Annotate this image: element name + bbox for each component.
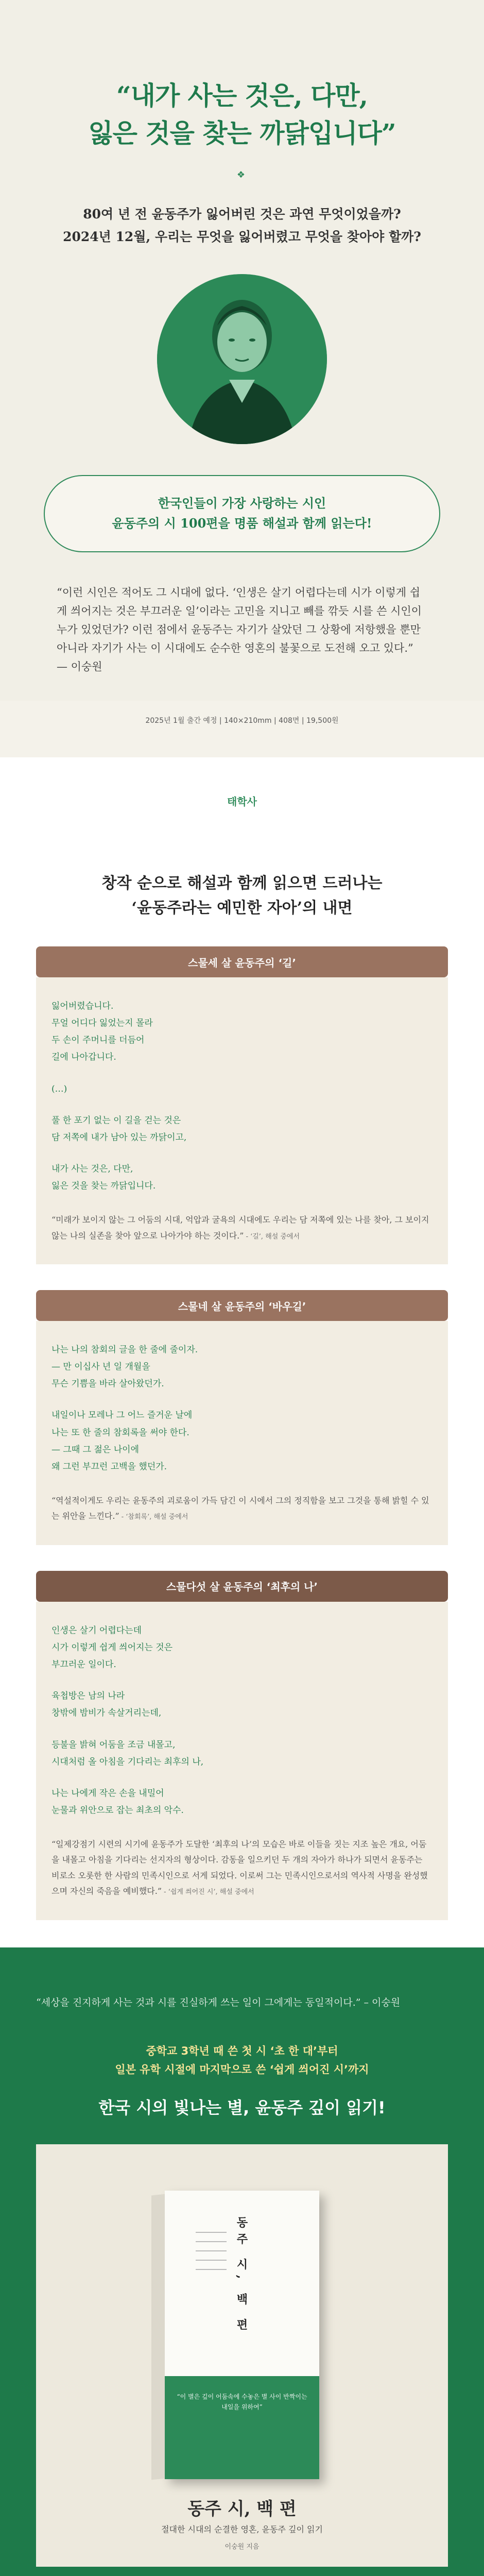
book-band: “이 별은 깊이 어둠속에 수놓은 별 사이 반짝이는 내일을 위하여” xyxy=(165,2376,319,2479)
hero-question-line2: 2024년 12월, 우리는 무엇을 잃어버렸고 무엇을 찾아야 할까? xyxy=(63,229,421,244)
book-display xyxy=(36,2144,448,2567)
hero-question-line1: 80여 년 전 윤동주가 잃어버린 것은 과연 무엇이었을까? xyxy=(83,207,401,222)
commentary xyxy=(51,1837,433,1900)
commentary-text: “일제강점기 시련의 시기에 윤동주가 도달한 ‘최후의 나’의 모습은 바로 이들을 짓는 지조 높은 개요, 어둠을 내몰고 아침을 기다리는 선지자의 형상이다. 감동을 일으키던 두 개의 자아가 하나가 되면서 윤동주는 비로소 오롯한 한 사람의 민족시인으로 서게 되었다. 이로써 그는 민족시인으로서의 역사적 사명을 완성했으며 자신의 죽음을 예비했다.” xyxy=(51,1839,428,1896)
poem-stanza: 내일이나 모레나 그 어느 즐거운 날에 나는 또 한 줄의 참회록을 써야 한다. — 그때 그 젊은 나이에 왜 그런 부끄런 고백을 했던가. xyxy=(51,1410,193,1472)
commentary-source: - ‘길’, 해설 중에서 xyxy=(244,1232,300,1241)
hero-title-line2: 잃은 것을 찾는 까닭입니다” xyxy=(88,117,396,148)
book-cover-title: 동주 시, 백 편 xyxy=(235,2216,248,2335)
poems-section xyxy=(0,799,484,1951)
book-title: 동주 시, 백 편 xyxy=(187,2498,297,2519)
commentary-text: “미래가 보이지 않는 그 어둠의 시대, 억압과 굴욕의 시대에도 우리는 담 저쪽에 있는 나를 찾아, 그 보이지 않는 나의 실존을 찾아 앞으로 나아가야 하는 것이다.” xyxy=(51,1215,429,1241)
poem-stanza: 등불을 밝혀 어둠을 조금 내몰고, 시대처럼 올 아침을 기다리는 최후의 나, xyxy=(51,1739,204,1767)
publisher-logo: 태학사 xyxy=(0,757,484,871)
poem-card-3 xyxy=(36,1571,448,1920)
book-cover xyxy=(165,2191,319,2479)
hero-title xyxy=(36,77,448,152)
book-meta: 2025년 1월 출간 예정 | 140×210mm | 408면 | 19,500원 xyxy=(0,701,484,757)
poem-card-body xyxy=(36,1321,448,1545)
ornament-icon: ❖ xyxy=(236,170,248,180)
poem-card-body xyxy=(36,977,448,1264)
poem-card-body xyxy=(36,1602,448,1920)
section-heading-line1: 창작 순으로 해설과 함께 읽으면 드러나는 xyxy=(101,874,383,892)
book-promo-section xyxy=(0,1947,484,2576)
book-decoration xyxy=(196,2232,227,2278)
poem-card-2 xyxy=(36,1290,448,1545)
poem-stanza: 나는 나에게 작은 손을 내밀어 눈물과 위안으로 잡는 최초의 악수. xyxy=(51,1788,184,1816)
poem-stanza: 인생은 살기 어렵다는데 시가 이렇게 쉽게 씌어지는 것은 부끄러운 일이다. xyxy=(51,1625,173,1670)
section-heading-line2: ‘윤동주라는 예민한 자아’의 내면 xyxy=(131,899,353,917)
poem-stanza: 잃어버렸습니다. 무얼 어디다 잃었는지 몰라 두 손이 주머니를 더듬어 길에 나아갑니다. xyxy=(51,1001,153,1063)
hero-title-line1: “내가 사는 것은, 다만, xyxy=(116,80,368,111)
poem-stanza: (…) xyxy=(51,1083,67,1094)
poet-portrait xyxy=(157,274,327,444)
commentary xyxy=(51,1493,433,1524)
commentary-text: “역설적이게도 우리는 윤동주의 괴로움이 가득 담긴 이 시에서 그의 정직함을 보고 그것을 통해 밝힐 수 있는 위안을 느낀다.” xyxy=(51,1496,429,1521)
hero-question xyxy=(36,203,448,248)
poem-card-header: 스물네 살 윤동주의 ‘바우길’ xyxy=(36,1290,448,1321)
hero-section xyxy=(0,0,484,799)
section-heading xyxy=(36,871,448,921)
hero-quote: “이런 시인은 적어도 그 시대에 없다. ‘인생은 살기 어렵다는데 시가 이렇게 쉽게 씌어지는 것은 부끄러운 일’이라는 고민을 지니고 빼를 깎듯 시를 쓴 시인이 누가 있었던가? 이런 점에서 윤동주는 자기가 살았던 그 상황에 저항했을 뿐만 아니라 자기가 사는 이 시대에도 순수한 영혼의 불꽃으로 도전해 오고 있다.” — 이숭원 xyxy=(57,586,422,673)
commentary-source: - ‘참회록’, 해설 중에서 xyxy=(119,1513,188,1521)
poem-stanza: 내가 사는 것은, 다만, 잃은 것을 찾는 까닭입니다. xyxy=(51,1163,156,1192)
poem-card-1 xyxy=(36,946,448,1264)
commentary-source: - ‘쉽게 씌어진 시’, 해설 중에서 xyxy=(162,1888,254,1896)
book-author: 이숭원 지음 xyxy=(224,2543,260,2551)
poem-stanza: 나는 나의 참회의 글을 한 줄에 줄이자. — 만 이십사 년 일 개월을 무슨 기쁨을 바라 살아왔던가. xyxy=(51,1345,198,1389)
promo-quote: “세상을 진지하게 사는 것과 시를 진실하게 쓰는 일이 그에게는 동일적이다.” – 이숭원 xyxy=(36,1997,401,2008)
portrait-image xyxy=(157,274,327,444)
book-subtitle: 절대한 시대의 순결한 영혼, 윤동주 깊이 읽기 xyxy=(161,2524,323,2534)
promo-subtitle xyxy=(36,2042,448,2079)
poem-stanza: 육첩방은 남의 나라 창밖에 밤비가 속살거리는데, xyxy=(51,1691,162,1719)
commentary xyxy=(51,1212,433,1244)
poem-stanza: 풀 한 포기 없는 이 길을 걷는 것은 담 저쪽에 내가 남아 있는 까닭이고, xyxy=(51,1115,187,1143)
banner-line1: 한국인들이 가장 사랑하는 시인 xyxy=(158,496,326,511)
promo-title: 한국 시의 빛나는 별, 윤동주 깊이 읽기! xyxy=(98,2097,386,2117)
poem-card-header: 스물세 살 윤동주의 ‘길’ xyxy=(36,946,448,977)
book-spine xyxy=(151,2194,165,2480)
banner-line2: 윤동주의 시 100편을 명품 해설과 함께 읽는다! xyxy=(112,515,372,531)
promo-subtitle-line1: 중학교 3학년 때 쓴 첫 시 ‘초 한 대’부터 xyxy=(146,2045,338,2058)
highlight-banner xyxy=(44,475,440,552)
promo-subtitle-line2: 일본 유학 시절에 마지막으로 쓴 ‘쉽게 씌어진 시’까지 xyxy=(115,2063,369,2076)
poem-card-header: 스물다섯 살 윤동주의 ‘최후의 나’ xyxy=(36,1571,448,1602)
